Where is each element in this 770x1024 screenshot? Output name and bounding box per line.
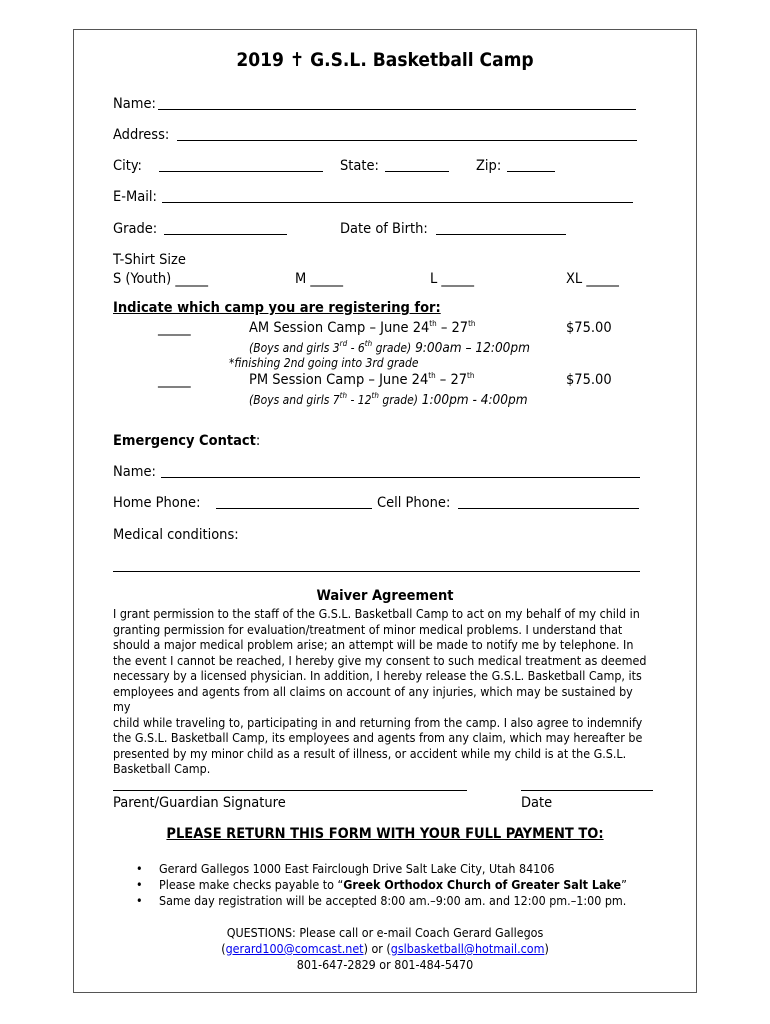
state-label: State: — [340, 158, 379, 174]
email-field-line[interactable] — [162, 202, 633, 203]
pm-camp-price: $75.00 — [566, 372, 612, 388]
list-item: • Same day registration will be accepted 8:00 am.–9:00 am. and 12:00 pm.–1:00 pm. — [136, 893, 627, 908]
waiver-line: should a major medical problem arise; an attempt will be made to notify me by telephone. In — [113, 637, 634, 652]
home-phone-label: Home Phone: — [113, 495, 201, 511]
page-title: 2019 ✝ G.S.L. Basketball Camp — [236, 49, 534, 71]
date-signature-line[interactable] — [521, 790, 653, 791]
questions-text: QUESTIONS: Please call or e-mail Coach Gerard Gallegos — [226, 925, 544, 940]
tshirt-size-xl[interactable]: XL _____ — [566, 271, 619, 287]
cell-phone-label: Cell Phone: — [377, 495, 451, 511]
medical-conditions-label: Medical conditions: — [113, 527, 239, 543]
dob-field-line[interactable] — [436, 234, 566, 235]
list-item: • Please make checks payable to “Greek Orthodox Church of Greater Salt Lake” — [136, 877, 627, 892]
zip-field-line[interactable] — [507, 171, 555, 172]
payment-instructions-list — [136, 861, 627, 909]
medical-conditions-field-line[interactable] — [113, 571, 640, 572]
name-label: Name: — [113, 96, 156, 112]
email-label: E-Mail: — [113, 189, 157, 205]
contact-phones: 801-647-2829 or 801-484-5470 — [296, 957, 474, 972]
waiver-line: employees and agents from all claims on account of any injuries, which may be sustained by my — [113, 683, 633, 714]
tshirt-size-m[interactable]: M _____ — [295, 271, 344, 287]
grade-field-line[interactable] — [164, 234, 287, 235]
email-link-gsl[interactable]: gslbasketball@hotmail.com — [390, 941, 545, 956]
waiver-text — [113, 606, 653, 777]
tshirt-size-l[interactable]: L _____ — [430, 271, 475, 287]
camp-selection-heading: Indicate which camp you are registering for: — [113, 300, 441, 316]
parent-signature-label: Parent/Guardian Signature — [113, 795, 286, 811]
am-camp-title: AM Session Camp – June 24th – 27th — [249, 319, 476, 336]
am-camp-checkbox-blank[interactable]: _____ — [158, 320, 191, 336]
waiver-line: the event I cannot be reached, I hereby give my consent to such medical treatment as deemed — [113, 652, 647, 668]
state-field-line[interactable] — [385, 171, 449, 172]
return-heading: PLEASE RETURN THIS FORM WITH YOUR FULL PAYMENT TO: — [166, 826, 604, 842]
tshirt-label: T-Shirt Size — [113, 252, 186, 268]
dob-label: Date of Birth: — [340, 221, 428, 237]
name-field-line[interactable] — [158, 109, 636, 110]
waiver-heading: Waiver Agreement — [316, 588, 454, 604]
city-label: City: — [113, 158, 142, 174]
waiver-line: I grant permission to the staff of the G.S.L. Basketball Camp to act on my behalf of my child in — [113, 606, 640, 621]
am-camp-details: (Boys and girls 3rd - 6th grade) 9:00am – 12:00pm — [249, 339, 530, 356]
zip-label: Zip: — [476, 158, 502, 174]
waiver-line: granting permission for evaluation/treatment of minor medical problems. I understand that — [113, 621, 623, 637]
contact-emails: (gerard100@comcast.net) or (gslbasketball@hotmail.com) — [221, 941, 549, 956]
waiver-line: child while traveling to, participating in and returning from the camp. I also agree to indemnify — [113, 714, 643, 730]
waiver-line: necessary by a licensed physician. In addition, I hereby release the G.S.L. Basketball Camp, its — [113, 668, 642, 683]
pm-camp-checkbox-blank[interactable]: _____ — [158, 372, 191, 388]
bullet-icon: • — [136, 861, 143, 876]
address-label: Address: — [113, 127, 170, 143]
form-border — [73, 29, 697, 993]
waiver-line: Basketball Camp. — [113, 761, 211, 776]
pm-camp-title: PM Session Camp – June 24th – 27th — [249, 371, 475, 388]
am-camp-note: *finishing 2nd going into 3rd grade — [229, 356, 419, 370]
pm-camp-details: (Boys and girls 7th - 12th grade) 1:00pm - 4:00pm — [249, 391, 528, 408]
parent-signature-line[interactable] — [113, 790, 467, 791]
list-item: • Gerard Gallegos 1000 East Fairclough Drive Salt Lake City, Utah 84106 — [136, 861, 555, 876]
address-field-line[interactable] — [177, 140, 637, 141]
waiver-line: presented by my minor child as a result of illness, or accident while my child is at the G.S.L. — [113, 745, 627, 761]
tshirt-size-s[interactable]: S (Youth) _____ — [113, 271, 209, 287]
city-field-line[interactable] — [159, 171, 323, 172]
grade-label: Grade: — [113, 221, 158, 237]
waiver-line: the G.S.L. Basketball Camp, its employees and agents from any claim, which may hereafter be — [113, 730, 643, 745]
home-phone-field-line[interactable] — [216, 508, 372, 509]
bullet-icon: • — [136, 877, 143, 892]
emergency-name-label: Name: — [113, 464, 156, 480]
date-label: Date — [521, 795, 553, 811]
email-link-gerard[interactable]: gerard100@comcast.net — [225, 941, 364, 956]
emergency-name-field-line[interactable] — [161, 477, 640, 478]
bullet-icon: • — [136, 893, 143, 908]
cell-phone-field-line[interactable] — [458, 508, 639, 509]
emergency-heading: Emergency Contact: — [113, 433, 261, 449]
am-camp-price: $75.00 — [566, 320, 612, 336]
